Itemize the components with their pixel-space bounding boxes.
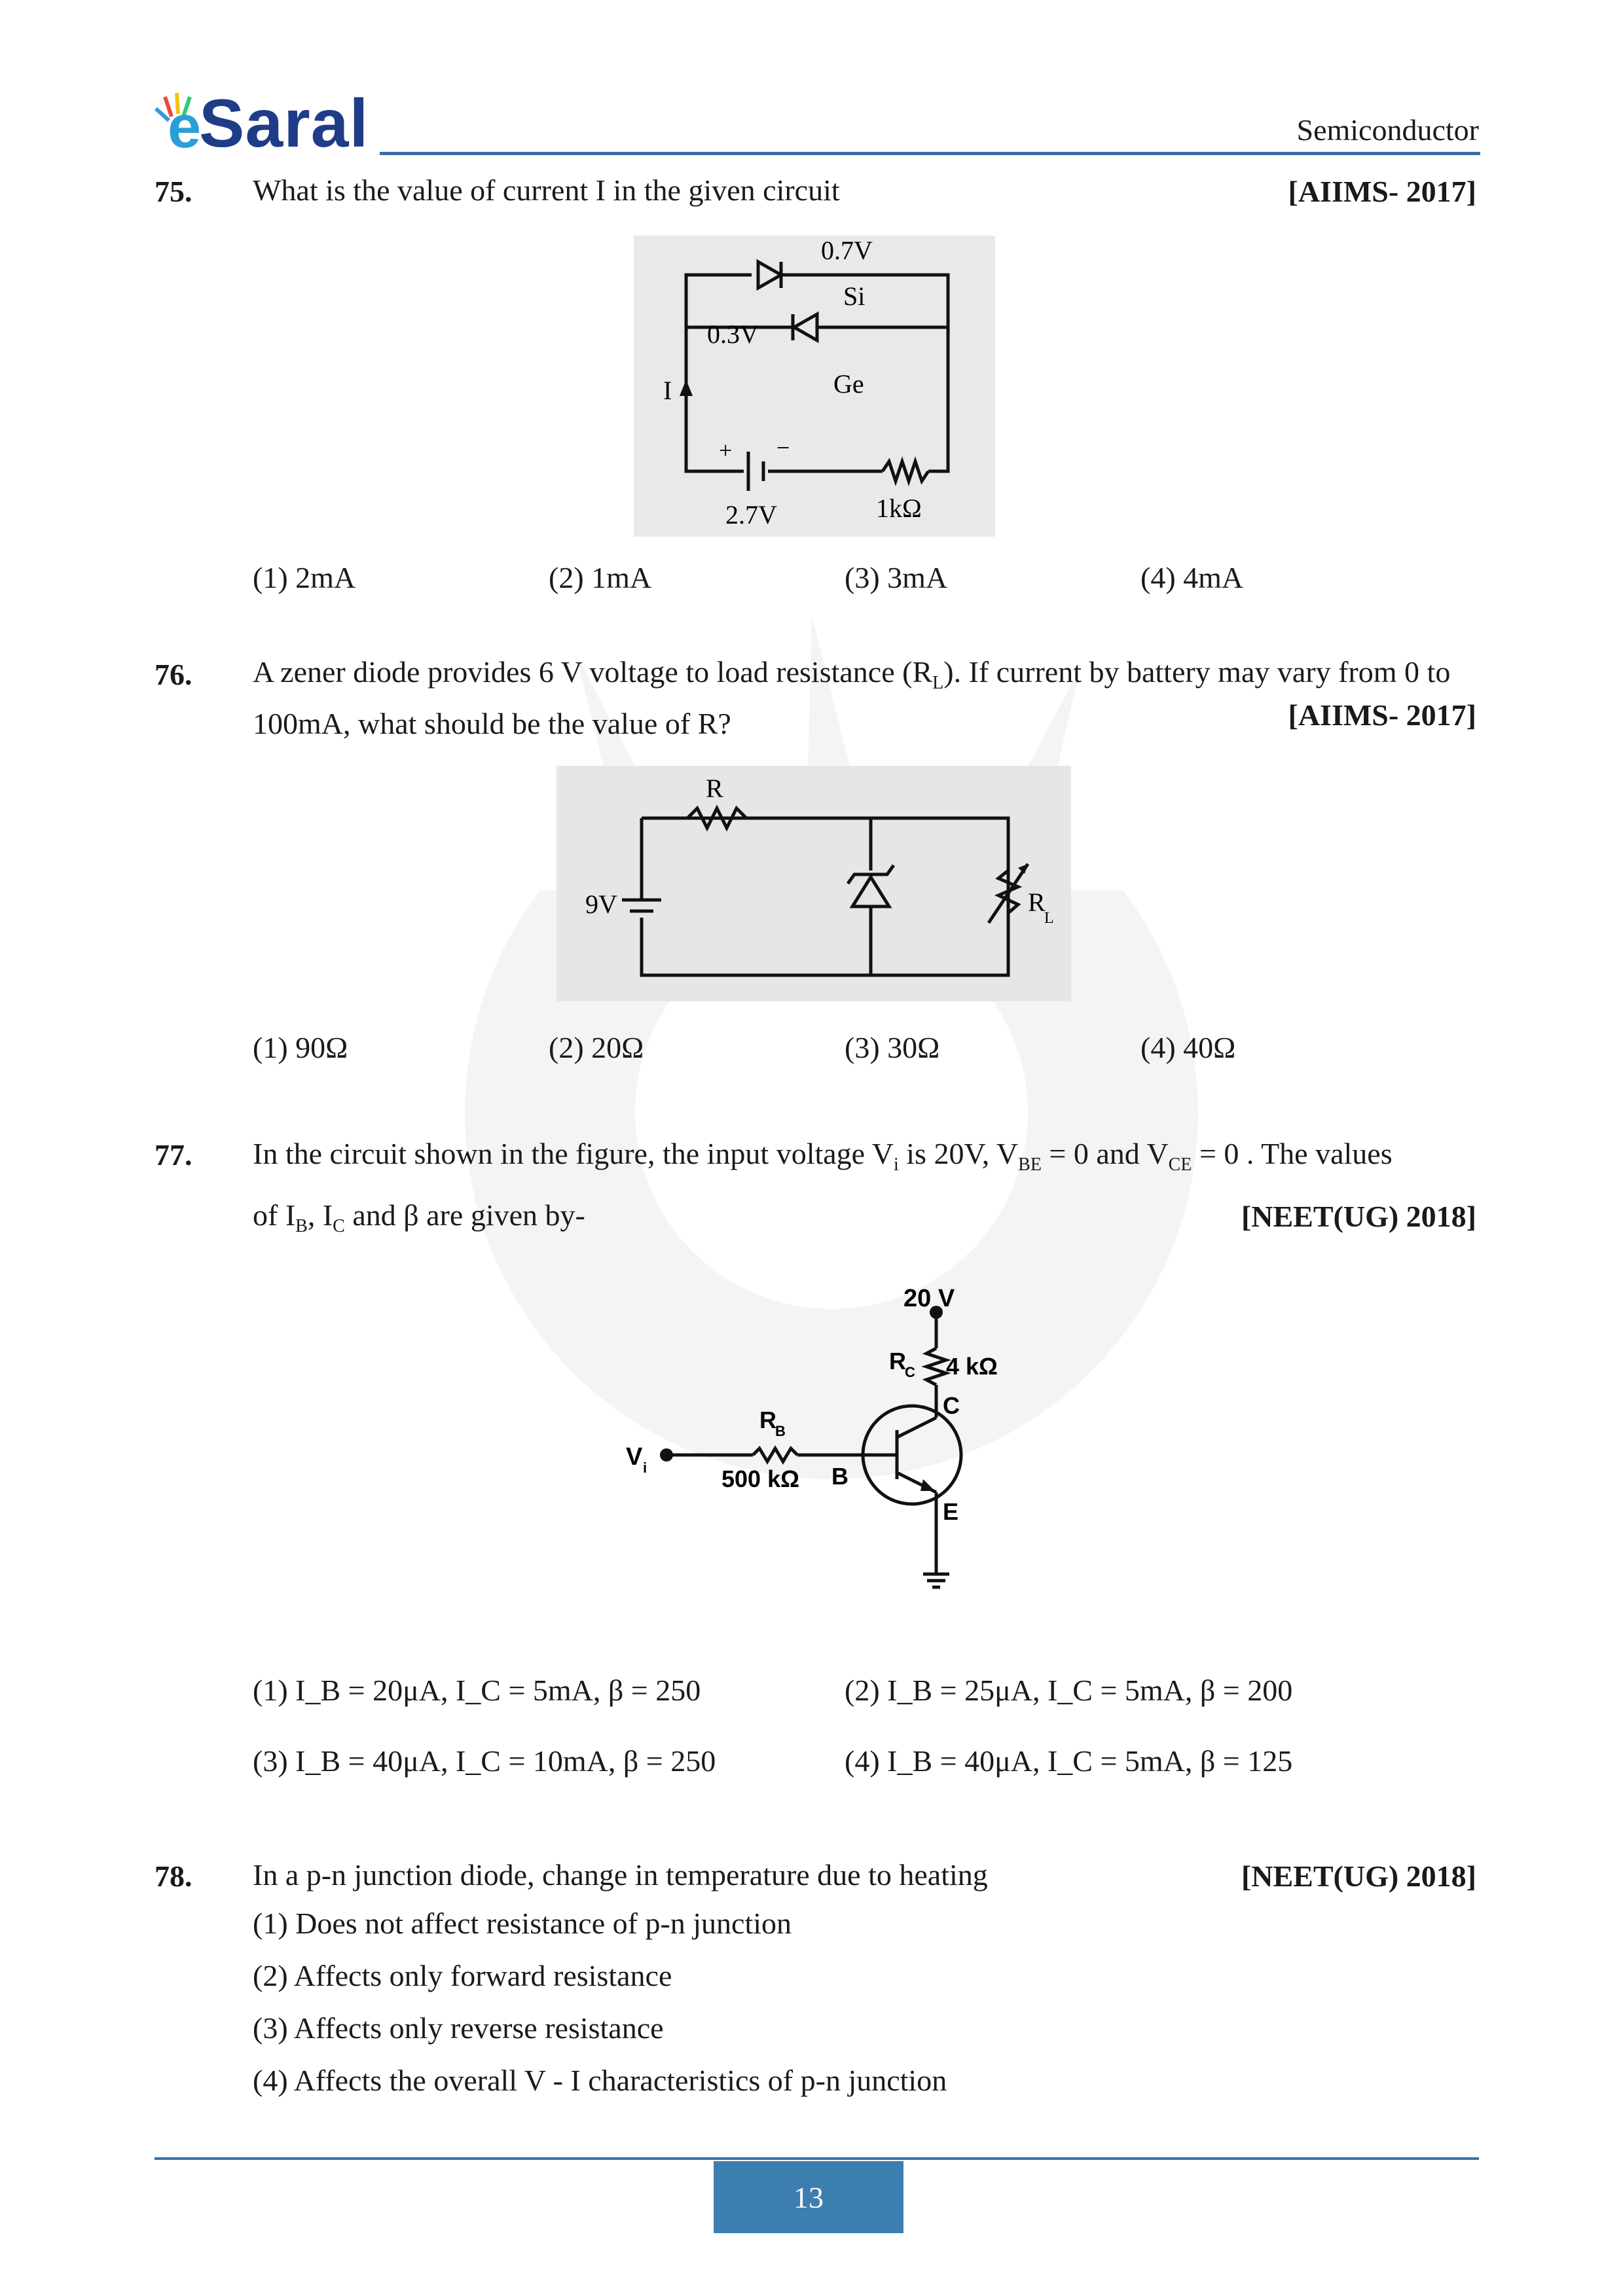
options-78: [253, 1905, 947, 2114]
question-tag-78: [NEET(UG) 2018]: [1241, 1859, 1476, 1893]
option-77-3[interactable]: (3) I_B = 40μA, I_C = 10mA, β = 250: [253, 1744, 716, 1778]
label-rl: R: [1028, 888, 1046, 917]
q77-l1-b: is 20V, V: [898, 1137, 1019, 1170]
label-rb: R: [759, 1407, 776, 1433]
option-78-1[interactable]: (1) Does not affect resistance of p-n junction: [253, 1907, 792, 1940]
esaral-logo: [152, 86, 414, 162]
label-rc: R: [889, 1348, 906, 1374]
label-minus: −: [776, 435, 790, 461]
label-plus: +: [719, 437, 733, 463]
option-75-1[interactable]: (1) 2mA: [253, 561, 356, 594]
q77-l1-a: In the circuit shown in the figure, the input voltage V: [253, 1137, 894, 1170]
option-77-4[interactable]: (4) I_B = 40μA, I_C = 5mA, β = 125: [845, 1744, 1293, 1778]
page-number: 13: [714, 2161, 903, 2233]
logo-e: e: [168, 94, 202, 160]
footer-rule: [155, 2157, 1479, 2160]
option-76-2[interactable]: (2) 20Ω: [549, 1031, 644, 1064]
label-rb-val: 500 kΩ: [721, 1465, 799, 1492]
question-text-77-line1: [253, 1134, 1477, 1185]
circuit-figure-76: [556, 766, 1071, 1001]
question-text-75: What is the value of current I in the given circuit: [253, 173, 840, 207]
question-text-77-line2: [253, 1195, 1104, 1247]
label-rb-sub: B: [775, 1423, 786, 1439]
option-77-2[interactable]: (2) I_B = 25μA, I_C = 5mA, β = 200: [845, 1674, 1293, 1707]
option-77-1[interactable]: (1) I_B = 20μA, I_C = 5mA, β = 250: [253, 1674, 701, 1707]
question-number-78: 78.: [155, 1859, 192, 1893]
question-tag-77: [NEET(UG) 2018]: [1241, 1200, 1476, 1233]
label-si-drop: 0.7V: [821, 236, 873, 265]
question-text-76-a: A zener diode provides 6 V voltage to load resistance (R: [253, 655, 933, 689]
option-75-3[interactable]: (3) 3mA: [845, 561, 948, 594]
label-rc-val: 4 kΩ: [946, 1353, 998, 1380]
option-78-3[interactable]: (3) Affects only reverse resistance: [253, 2011, 664, 2045]
label-vi: V: [626, 1443, 643, 1471]
q77-l2-c: and β are given by-: [344, 1198, 585, 1232]
q77-l2-a: of I: [253, 1198, 296, 1232]
label-current: I: [663, 376, 672, 405]
label-rl-sub: L: [1044, 910, 1054, 927]
label-b: B: [831, 1463, 848, 1490]
question-text-76-b: ). If current by battery may vary from 0 to 100mA, what should be the value of R?: [253, 655, 1451, 741]
label-ge: Ge: [833, 369, 864, 399]
label-9v: 9V: [585, 889, 617, 919]
label-vi-sub: i: [643, 1460, 647, 1476]
label-r: R: [706, 774, 723, 803]
q77-l1-sub-i: i: [893, 1155, 899, 1175]
label-si: Si: [843, 281, 866, 311]
question-tag-75: [AIIMS- 2017]: [1288, 175, 1476, 208]
option-76-1[interactable]: (1) 90Ω: [253, 1031, 348, 1064]
option-75-2[interactable]: (2) 1mA: [549, 561, 652, 594]
q77-l1-c: = 0 and V: [1041, 1137, 1169, 1170]
question-number-75: 75.: [155, 175, 192, 208]
logo-text: Saral: [199, 86, 369, 162]
q77-l1-d: = 0 . The values: [1192, 1137, 1393, 1170]
subject-title: Semiconductor: [1296, 113, 1479, 147]
q77-l2-sub-c: C: [333, 1216, 345, 1237]
option-76-3[interactable]: (3) 30Ω: [845, 1031, 940, 1064]
header-rule: [380, 152, 1480, 155]
label-battery: 2.7V: [725, 500, 777, 529]
option-78-2[interactable]: (2) Affects only forward resistance: [253, 1959, 672, 1992]
circuit-figure-75: [634, 236, 995, 537]
question-text-78: In a p-n junction diode, change in temperature due to heating: [253, 1858, 988, 1892]
option-75-4[interactable]: (4) 4mA: [1140, 561, 1244, 594]
q77-l2-sub-b: B: [295, 1216, 308, 1237]
question-tag-76: [AIIMS- 2017]: [1288, 698, 1476, 732]
label-e: E: [943, 1498, 959, 1525]
q77-l2-b: , I: [307, 1198, 333, 1232]
q77-l1-sub-be: BE: [1018, 1155, 1042, 1175]
label-c: C: [943, 1392, 960, 1419]
label-resistor: 1kΩ: [876, 493, 922, 523]
label-ge-drop: 0.3V: [707, 319, 759, 349]
question-number-76: 76.: [155, 658, 192, 691]
q77-l1-sub-ce: CE: [1168, 1155, 1192, 1175]
circuit-figure-77: [615, 1283, 1021, 1610]
question-text-76-sub: L: [932, 673, 944, 694]
option-78-4[interactable]: (4) Affects the overall V - I characteristics of p-n junction: [253, 2064, 947, 2097]
label-rc-sub: C: [905, 1364, 915, 1380]
question-number-77: 77.: [155, 1138, 192, 1172]
option-76-4[interactable]: (4) 40Ω: [1140, 1031, 1236, 1064]
label-20v: 20 V: [903, 1285, 955, 1312]
